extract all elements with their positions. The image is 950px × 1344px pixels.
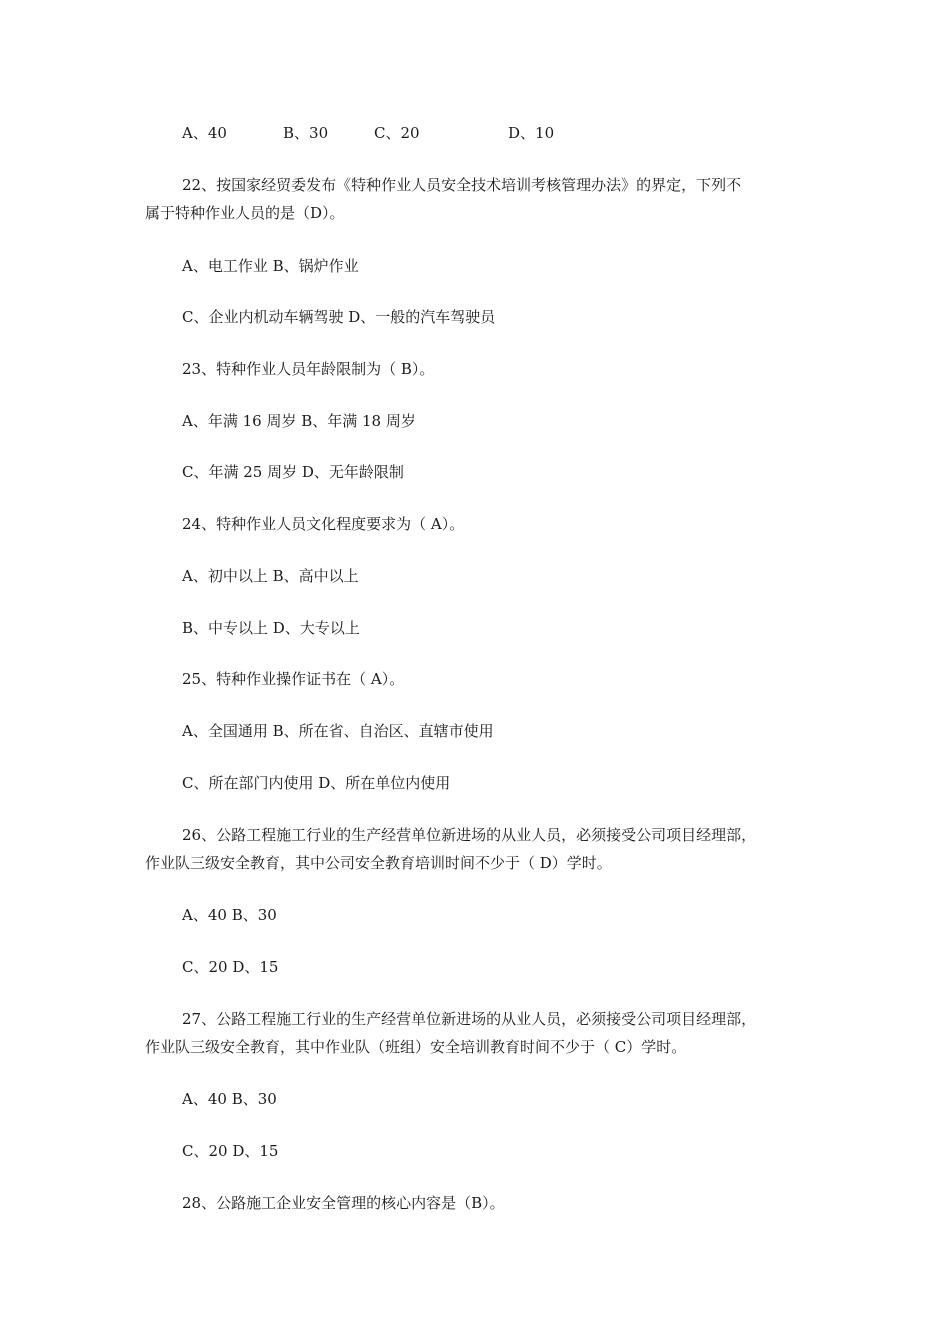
question-24-options-2: B、中专以上 D、大专以上 [182,619,360,637]
option-b: B、30 [283,124,329,142]
option-c: C、20 [374,124,420,142]
question-22-line-1: 22、按国家经贸委发布《特种作业人员安全技术培训考核管理办法》的界定，下列不 [182,176,742,194]
option-d: D、10 [508,124,555,142]
question-25-options-2: C、所在部门内使用 D、所在单位内使用 [182,774,451,792]
question-27-line-2: 作业队三级安全教育，其中作业队（班组）安全培训教育时间不少于（ C）学时。 [145,1038,687,1056]
question-27-line-1: 27、公路工程施工行业的生产经营单位新进场的从业人员，必须接受公司项目经理部， [182,1010,757,1028]
question-26-line-1: 26、公路工程施工行业的生产经营单位新进场的从业人员，必须接受公司项目经理部， [182,826,757,844]
question-23-options-1: A、年满 16 周岁 B、年满 18 周岁 [182,412,416,430]
question-24-options-1: A、初中以上 B、高中以上 [182,567,359,585]
question-24: 24、特种作业人员文化程度要求为（ A）。 [182,515,465,533]
option-a: A、40 [182,124,227,142]
question-23: 23、特种作业人员年龄限制为（ B）。 [182,360,435,378]
question-26-options-1: A、40 B、30 [182,906,277,924]
question-27-options-2: C、20 D、15 [182,1142,279,1160]
question-22-line-2: 属于特种作业人员的是（D）。 [145,204,345,222]
question-23-options-2: C、年满 25 周岁 D、无年龄限制 [182,463,404,481]
question-22-options-2: C、企业内机动车辆驾驶 D、一般的汽车驾驶员 [182,308,496,326]
question-25-options-1: A、全国通用 B、所在省、自治区、直辖市使用 [182,722,494,740]
question-26-line-2: 作业队三级安全教育，其中公司安全教育培训时间不少于（ D）学时。 [145,854,612,872]
question-27-options-1: A、40 B、30 [182,1090,277,1108]
question-25: 25、特种作业操作证书在（ A）。 [182,670,405,688]
question-26-options-2: C、20 D、15 [182,958,279,976]
question-28: 28、公路施工企业安全管理的核心内容是（B）。 [182,1194,505,1212]
question-22-options-1: A、电工作业 B、锅炉作业 [182,257,359,275]
